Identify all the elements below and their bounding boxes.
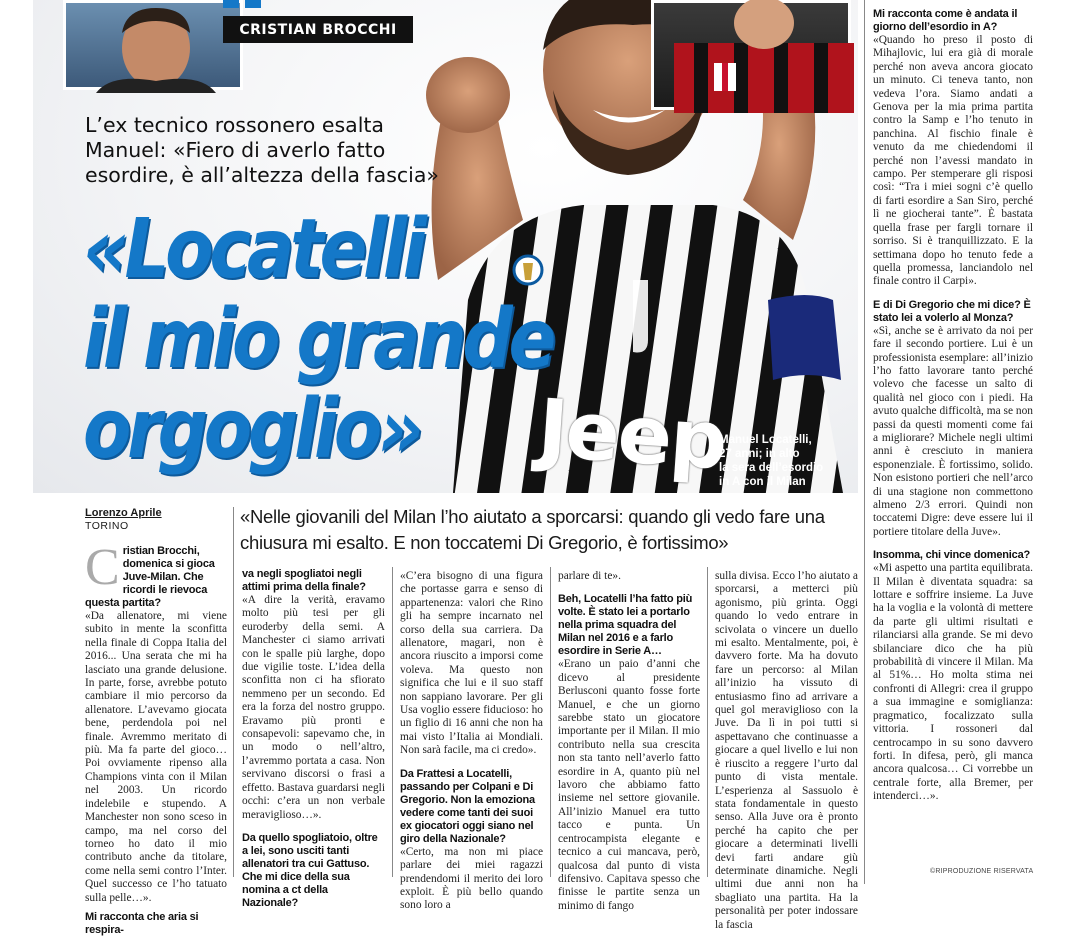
drop-cap: C <box>85 539 120 596</box>
headline-line: il mio grande <box>83 292 553 387</box>
column-divider <box>233 507 234 877</box>
question: Mi racconta che aria si respira- <box>85 910 199 936</box>
article-column-4 <box>558 570 700 913</box>
answer-text: «Da allenatore, mi viene subito in mente la sconfitta nella finale di Coppa Italia del 2016... Una serata che mi ha lasciato una grande delusione. In parte, forse, avrebbe potuto cambiare il mio percorso da allenatore. L’avevamo giocata bene, perdendola poi nel finale. Avremmo meritato di più. Ma fa parte del gioco… Poi ovviamente ripenso alla Champions vinta con il Milan nel 2003. Un ricordo indelebile e stupendo. A Manchester non sono sceso in campo, ma nel corso del torneo ho dato il mio contributo anche da titolare, come nella semi contro l’Inter. Quel successo ce l’ho tatuato sulla pelle…». <box>85 610 227 904</box>
pullquote: «Nelle giovanili del Milan l’ho aiutato a sporcarsi: quando gli vedo fare una chiusura mi esalto. E non toccatemi Di Gregorio, è fortissimo» <box>240 506 825 553</box>
article-column-1 <box>85 539 227 937</box>
article-column-5 <box>715 570 858 932</box>
jersey-sponsor-text: Jeep <box>535 381 729 488</box>
column-divider <box>864 0 865 884</box>
caption-line: in A con il Milan <box>719 476 806 488</box>
article-column-right <box>873 8 1033 804</box>
answer-text: «C’era bisogno di una figura che portasse garra e senso di appartenenza: valori che Rino gli ha sempre incarnato nel corso della sua carriera. Da allenatore, magari, non è ancora riuscito a imporsi come voleva. Ma questo non significa che lui e il suo staff non sappiano lavorare. Per gli Usa voglio essere fiducioso: ho un figlio di 16 anni che non ha mai visto l’Italia ai Mondiali. Non sarà facile, ma ci credo». <box>400 570 543 757</box>
article-subtitle <box>85 113 465 188</box>
question: E di Di Gregorio che mi dice? È stato lei a volerlo al Monza? <box>873 298 1031 324</box>
photo-caption <box>719 433 879 489</box>
caption-line: la sera dell’esordio <box>719 462 824 474</box>
blue-accent-marks <box>223 0 273 10</box>
milan-player-icon <box>654 3 854 113</box>
brocchi-inset-photo <box>63 0 243 90</box>
answer-text: sulla divisa. Ecco l’ho aiutato a sporcarsi, a metterci più agonismo, più grinta. Oggi quando lo vedo entrare in scivolata o vincere un duello mi esalto. Mentalmente, poi, è davvero forte. Ma ha dovuto fare un percorso: al Milan all’inizio ha vissuto di entusiasmo fino ad arrivare a quel gol meraviglioso con la Juve. Da lì in poi tutti si aspettavano che continuasse a giocare a quel livello e lui non è riuscito a reggere l’urto dal punto di vista mentale. L’esperienza al Sassuolo è stata fondamentale in questo senso. Alla Juve ora è pronto perché ha capito che per giocare a determinati livelli devi farti andare giù determinate dinamiche. Negli ultimi due anni non ha sbagliato una partita. Ha la personalità per poter indossare la fascia <box>715 570 858 931</box>
article-column-2 <box>242 568 385 910</box>
hero-photo-area <box>33 0 858 493</box>
column-divider <box>550 567 551 877</box>
question: Insomma, chi vince domenica? <box>873 549 1031 562</box>
brocchi-portrait-icon <box>66 3 246 93</box>
question: Da Frattesi a Locatelli, passando per Colpani e Di Gregorio. Non la emoziona vedere come tanti dei suoi ex giocatori oggi siano nel giro della Nazionale? <box>400 767 535 845</box>
question: va negli spogliatoi negli attimi prima della finale? <box>242 568 366 593</box>
dateline-city: TORINO <box>85 520 129 532</box>
article-headline <box>83 202 616 477</box>
caption-line: 27 anni; in alto <box>719 448 800 460</box>
article-column-3 <box>400 570 543 913</box>
author-name: Lorenzo Aprile <box>85 507 162 519</box>
answer-text: «A dire la verità, eravamo molto più tesi per gli euroderby della semi. A Manchester ci siamo arrivati con le spalle più larghe, dopo due vigilie toste. L’idea della sconfitta non ci ha sfiorato nemmeno per un secondo. Ed era la forza del nostro gruppo. Eravamo più pronti e consapevoli: sapevamo che, in un modo o nell’altro, l’avremmo portata a casa. Non servivano discorsi o frasi a effetto. Bastava guardarsi negli occhi: c’era un non verbale meraviglioso…». <box>242 594 385 821</box>
headline-line: orgoglio» <box>83 382 420 477</box>
answer-text: «Erano un paio d’anni che dicevo al presidente Berlusconi quanto fosse forte Manuel, e che un giorno sarebbe stato un giocatore importante per il Milan. Il mio contributo nella sua crescita non sta tanto nell’averlo fatto esordire in A, quanto più nel lavoro che abbiamo fatto insieme nel settore giovanile. All’inizio Manuel era tutto tacco e punta. Un centrocampista elegante e tecnico a cui mancava, però, qualcosa dal punto di vista difensivo. Capitava spesso che finisse le partite senza un minimo di fango <box>558 658 700 912</box>
byline <box>85 507 225 533</box>
name-tag: CRISTIAN BROCCHI <box>223 16 413 43</box>
subtitle-line: L’ex tecnico rossonero esalta <box>85 113 384 137</box>
caption-line: Manuel Locatelli, <box>719 434 812 446</box>
answer-text: «Sì, anche se è arrivato da noi per fare il secondo portiere. Lui è un professionista esemplare: all’inizio l’ho fatto lavorare tanto perché volevo che facesse un salto di qualità nel gioco con i piedi. Ha avuto qualche difficoltà, ma se non passi da questi momenti come fai a migliorare? Michele negli ultimi anni è cresciuto in maniera esponenziale. È fortissimo, solido. Non esistono portieri che nell’arco di una stagione non commettono almeno 2/3 errori. Quindi non toccatemi Digre: deve essere lui il portiere titolare della Juve». <box>873 324 1033 538</box>
subtitle-line: Manuel: «Fiero di averlo fatto <box>85 138 386 162</box>
question: ristian Brocchi, domenica si gioca Juve-Milan. Che ricordi le rievoca questa partita? <box>85 545 215 609</box>
milan-debut-photo <box>651 0 851 110</box>
question: Mi racconta come è andata il giorno dell’esordio in A? <box>873 8 1018 33</box>
question: Da quello spogliatoio, oltre a lei, sono usciti tanti allenatori tra cui Gattuso. Che mi dice della sua nomina a ct della Nazionale? <box>242 831 378 909</box>
headline-line: «Locatelli <box>83 202 423 297</box>
question: Beh, Locatelli l’ha fatto più volte. È stato lei a portarlo nella prima squadra del Milan nel 2016 e a farlo esordire in Serie A… <box>558 593 693 658</box>
answer-text: parlare di te». <box>558 570 621 582</box>
answer-text: «Certo, ma non mi piace parlare dei miei ragazzi prendendomi il merito dei loro exploit. È più bello quando sono loro a <box>400 845 543 912</box>
subtitle-line: esordire, è all’altezza della fascia» <box>85 163 439 187</box>
column-divider <box>707 567 708 877</box>
column-divider <box>392 567 393 877</box>
answer-text: «Quando ho preso il posto di Mihajlovic, lui era già di morale perché non aveva ancora giocato un minuto. Ci teneva tanto, non vedeva l’ora. Siamo andati a Genova per la mia prima partita contro la Samp e l’ho tenuto in panchina. Al fischio finale è venuto da me chiedendomi il perché non l’avessi mandato in campo. Per stemperare gli risposi così: “Tra i miei sogni c’è quello di farti esordire a San Siro, perché lì ne giocherai tante”. È bastata quella frase per fargli tornare il sorriso. Si è tranquillizzato. E la settimana dopo ho tenuto fede a quella promessa, lanciandolo nel finale contro il Carpi». <box>873 34 1033 288</box>
answer-text: «Mi aspetto una partita equilibrata. Il Milan è diventata squadra: sa lottare e soffrire insieme. La Juve ha la voglia e la volontà di mettere da parte gli ultimi risultati e rilanciarsi alla grande. Se mi devo sbilanciare dico che ha più probabilità di vincere il Milan. Ma al 51%… Ho molta stima nei confronti di Allegri: crea il gruppo a sua immagine e somiglianza: pragmatico, focalizzato sulla vittoria. I rossoneri dal centrocampo in su sono davvero forti. In difesa, però, gli manca ancora qualcosa… Ci vorrebbe un centrale forte, alla Bremer, per intenderci…». <box>873 562 1033 803</box>
copyright-credit: ©RIPRODUZIONE RISERVATA <box>930 868 1034 875</box>
